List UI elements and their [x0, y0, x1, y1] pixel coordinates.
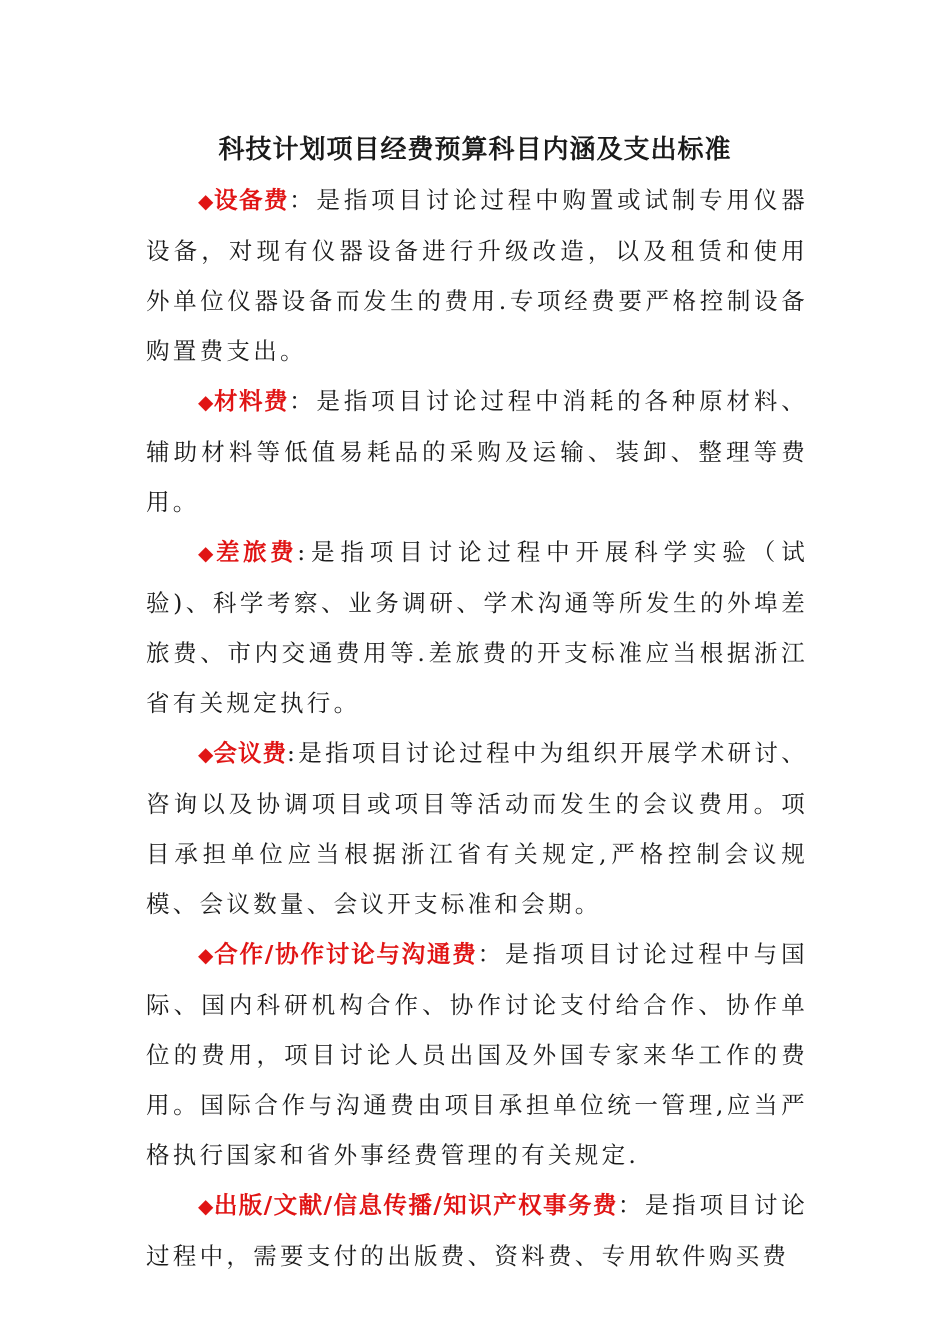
- section-text: ：是指项目讨论过程中购置或试制专用仪器设备，对现有仪器设备进行升级改造，以及租赁和使用外单位仪器设备而发生的费用.专项经费要严格控制设备购置费支出。: [146, 186, 809, 365]
- section-term: 差旅费: [215, 538, 298, 566]
- section-meeting-fee: [146, 728, 808, 929]
- document-body: [146, 175, 808, 1281]
- diamond-icon: ◆: [198, 1194, 214, 1218]
- section-equipment-fee: [146, 175, 808, 376]
- section-text: ：是指项目讨论过程中与国际、国内科研机构合作、协作讨论支付给合作、协作单位的费用，项目讨论人员出国及外国专家来华工作的费用。国际合作与沟通费由项目承担单位统一管理,应当严格执行国家和省外事经费管理的有关规定.: [146, 940, 808, 1169]
- diamond-icon: ◆: [198, 541, 216, 565]
- section-publication-fee: [146, 1180, 808, 1281]
- section-term: 出版/文献/信息传播/知识产权事务费: [213, 1191, 618, 1219]
- document-title: 科技计划项目经费预算科目内涵及支出标准: [218, 135, 732, 165]
- diamond-icon: ◆: [198, 742, 214, 766]
- diamond-icon: ◆: [198, 390, 214, 414]
- section-text: ：是指项目讨论过程中，需要支付的出版费、资料费、专用软件购买费: [146, 1191, 808, 1270]
- section-text: ：是指项目讨论过程中消耗的各种原材料、辅助材料等低值易耗品的采购及运输、装卸、整理等费用。: [146, 387, 809, 516]
- section-material-fee: [146, 376, 808, 527]
- section-term: 设备费: [213, 186, 290, 214]
- section-term: 合作/协作讨论与沟通费: [214, 940, 478, 968]
- section-term: 材料费: [213, 387, 290, 415]
- diamond-icon: ◆: [198, 189, 214, 213]
- section-term: 会议费: [213, 739, 288, 767]
- diamond-icon: ◆: [198, 943, 215, 967]
- section-cooperation-fee: [146, 929, 808, 1180]
- section-travel-fee: [146, 527, 808, 728]
- section-text: :是指项目讨论过程中为组织开展学术研讨、咨询以及协调项目或项目等活动而发生的会议费用。项目承担单位应当根据浙江省有关规定,严格控制会议规模、会议数量、会议开支标准和会期。: [146, 739, 809, 918]
- section-text: :是指项目讨论过程中开展科学实验（试验)、科学考察、业务调研、学术沟通等所发生的外埠差旅费、市内交通费用等.差旅费的开支标准应当根据浙江省有关规定执行。: [146, 538, 808, 717]
